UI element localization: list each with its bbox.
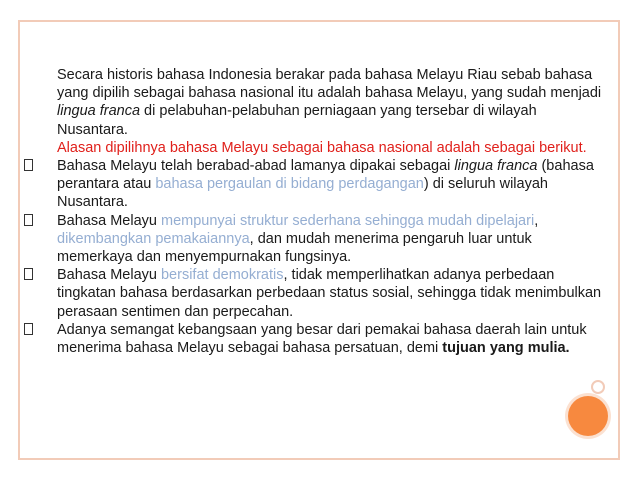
bullet-item-2 [10,212,610,267]
reason-heading [10,139,610,157]
reason-heading-text: Alasan dipilihnya bahasa Melayu sebagai bahasa nasional adalah sebagai berikut. [57,139,587,156]
bullet-2-text-3: , dan mudah menerima pengaruh luar untuk memerkaya dan menyempurnakan fungsinya. [57,230,532,266]
bullet-2-text-1: Bahasa Melayu [57,212,161,229]
bullet-item-3 [10,266,610,321]
decorative-circle-small [591,380,605,394]
decorative-circle-large [568,396,608,436]
bullet-1-text-italic: lingua franca [454,158,538,175]
bullet-item-1 [10,157,610,212]
bullet-box-icon [24,159,33,171]
bullet-1-highlight: bahasa pergaulan di bidang perdagangan [155,176,424,193]
bullet-2-text-2: , [534,212,539,229]
bullet-box-icon [24,323,33,335]
bullet-item-4 [10,321,610,357]
bullet-3-highlight: bersifat demokratis [160,267,284,284]
bullet-box-icon [24,268,33,280]
bullet-4-bold: tujuan yang mulia. [442,340,570,357]
bullet-1-text-1: Bahasa Melayu telah berabad-abad lamanya dipakai sebagai [57,158,455,175]
intro-paragraph [10,66,610,139]
bullet-1-text-2: (bahasa perantara atau [57,158,594,193]
intro-text-italic: lingua franca [57,103,141,120]
slide-body [10,66,610,357]
bullet-4-text-1: Adanya semangat kebangsaan yang besar dari pemakai bahasa daerah lain untuk menerima bahasa Melayu sebagai bahasa persatuan, demi [57,321,587,357]
bullet-2-highlight-2: dikembangkan pemakaiannya [57,230,250,247]
bullet-3-text-2: , tidak memperlihatkan adanya perbedaan tingkatan bahasa berdasarkan perbedaan status sosial, sehingga tidak menimbulkan perasaan sentimen dan perpecahan. [57,267,602,320]
bullet-1-text-3: ) di seluruh wilayah Nusantara. [57,176,548,211]
bullet-box-icon [24,214,33,226]
intro-text-2: di pelabuhan-pelabuhan perniagaan yang tersebar di wilayah Nusantara. [57,103,537,138]
intro-text-1: Secara historis bahasa Indonesia berakar pada bahasa Melayu Riau sebab bahasa yang dipilih sebagai bahasa nasional itu adalah bahasa Melayu, yang sudah menjadi [57,67,602,102]
bullet-2-highlight-1: mempunyai struktur sederhana sehingga mudah dipelajari [160,212,535,229]
bullet-3-text-1: Bahasa Melayu [57,267,161,284]
